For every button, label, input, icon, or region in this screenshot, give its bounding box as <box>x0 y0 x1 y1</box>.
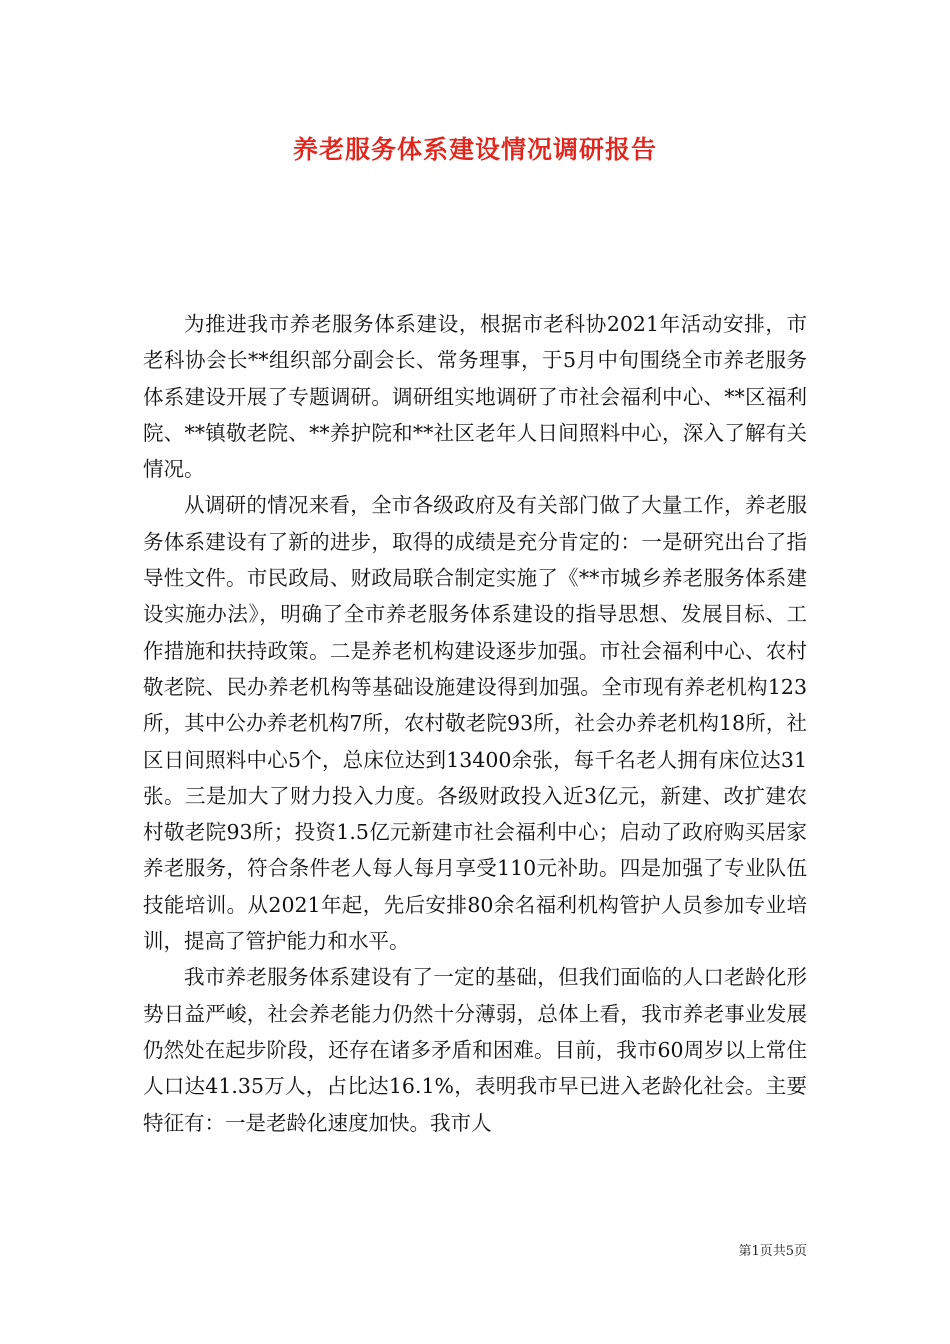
paragraph-achievements: 从调研的情况来看，全市各级政府及有关部门做了大量工作，养老服务体系建设有了新的进步，取得的成绩是充分肯定的：一是研究出台了指导性文件。市民政局、财政局联合制定实施了《**市城乡养老服务体系建设实施办法》，明确了全市养老服务体系建设的指导思想、发展目标、工作措施和扶持政策。二是养老机构建设逐步加强。市社会福利中心、农村敬老院、民办养老机构等基础设施建设得到加强。全市现有养老机构123所，其中公办养老机构7所，农村敬老院93所，社会办养老机构18所，社区日间照料中心5个，总床位达到13400余张，每千名老人拥有床位达31张。三是加大了财力投入力度。各级财政投入近3亿元，新建、改扩建农村敬老院93所；投资1.5亿元新建市社会福利中心；启动了政府购买居家养老服务，符合条件老人每人每月享受110元补助。四是加强了专业队伍技能培训。从2021年起，先后安排80余名福利机构管护人员参加专业培训，提高了管护能力和水平。 <box>143 493 807 954</box>
paragraph-challenges: 我市养老服务体系建设有了一定的基础，但我们面临的人口老龄化形势日益严峻，社会养老能力仍然十分薄弱，总体上看，我市养老事业发展仍然处在起步阶段，还存在诸多矛盾和困难。目前，我市60周岁以上常住人口达41.35万人，占比达16.1%，表明我市早已进入老龄化社会。主要特征有：一是老龄化速度加快。我市人 <box>143 965 807 1135</box>
document-title: 养老服务体系建设情况调研报告 <box>292 135 657 164</box>
page-number: 第1页共5页 <box>738 1244 807 1259</box>
paragraph-intro: 为推进我市养老服务体系建设，根据市老科协2021年活动安排，市老科协会长**组织部分副会长、常务理事，于5月中旬围绕全市养老服务体系建设开展了专题调研。调研组实地调研了市社会福利中心、**区福利院、**镇敬老院、**养护院和**社区老年人日间照料中心，深入了解有关情况。 <box>143 312 807 482</box>
document-body <box>143 306 807 1141</box>
